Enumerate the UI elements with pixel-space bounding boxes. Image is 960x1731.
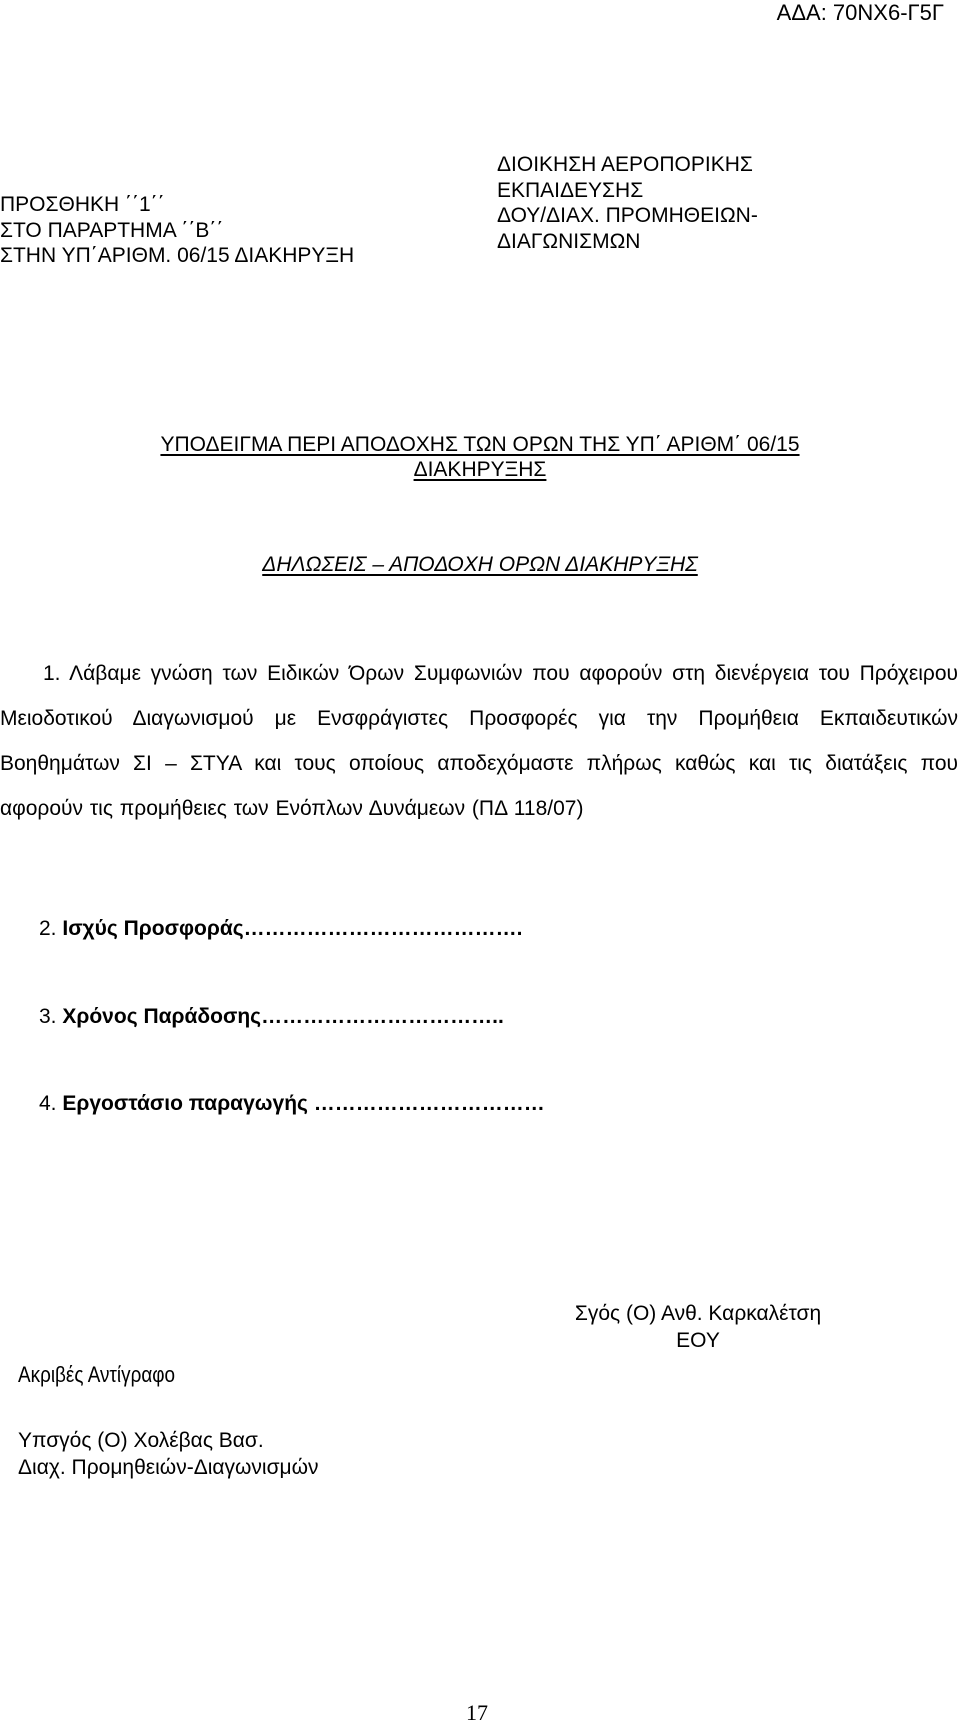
addendum-line-1: ΠΡΟΣΘΗΚΗ ΄΄1΄΄ [0, 193, 165, 216]
authority-line-1: ΔΙΟΙΚΗΣΗ ΑΕΡΟΠΟΡΙΚΗΣ [497, 153, 753, 176]
signatory-right-name: Σγός (Ο) Ανθ. Καρκαλέτση [574, 1302, 822, 1325]
item-number: 3. [39, 1005, 57, 1028]
ada-code: ΑΔΑ: 70ΝΧ6-Γ5Γ [776, 0, 944, 25]
document-title [0, 432, 960, 482]
page-number: 17 [466, 1700, 488, 1725]
factory-field [39, 1091, 545, 1116]
signatory-left [18, 1428, 319, 1482]
delivery-time-label: Χρόνος Παράδοσης [62, 1005, 262, 1028]
signatory-left-role: Διαχ. Προμηθειών-Διαγωνισμών [18, 1455, 319, 1479]
addendum-line-3: ΣΤΗΝ ΥΠ΄ΑΡΙΘΜ. 06/15 ΔΙΑΚΗΡΥΞΗ [0, 244, 355, 268]
issuing-authority [497, 152, 758, 254]
signatory-left-name: Υπσγός (Ο) Χολέβας Βασ. [18, 1429, 264, 1452]
signatory-right-role: ΕΟΥ [676, 1329, 720, 1353]
authority-line-4: ΔΙΑΓΩΝΙΣΜΩΝ [497, 229, 641, 253]
authority-line-3: ΔΟΥ/ΔΙΑΧ. ΠΡΟΜΗΘΕΙΩΝ- [497, 204, 758, 228]
delivery-time-field [39, 1004, 504, 1029]
signatory-right [528, 1300, 868, 1355]
factory-label: Εργοστάσιο παραγωγής [62, 1092, 308, 1115]
delivery-time-dots: …………………………….. [261, 1005, 504, 1028]
acceptance-paragraph: 1. Λάβαμε γνώση των Ειδικών Όρων Συμφωνιών που αφορούν στη διενέργεια του Πρόχειρου Μειοδοτικού Διαγωνισμού με Ενσφράγιστες Προσφορές για την Προμήθεια Εκπαιδευτικών Βοηθημάτων ΣΙ – ΣΤΥΑ και τους οποίους αποδεχόμαστε πλήρως καθώς και τις διατάξεις που αφορούν τις προμήθειες των Ενόπλων Δυνάμεων (ΠΔ 118/07) [0, 662, 958, 820]
offer-validity-field [39, 916, 523, 941]
offer-validity-label: Ισχύς Προσφοράς [62, 917, 244, 940]
addendum-reference [0, 192, 354, 269]
declarations-heading: ΔΗΛΩΣΕΙΣ – ΑΠΟΔΟΧΗ ΟΡΩΝ ΔΙΑΚΗΡΥΞΗΣ [262, 553, 698, 576]
item-number: 4. [39, 1092, 57, 1115]
item-number: 2. [39, 917, 57, 940]
true-copy-label: Ακριβές Αντίγραφο [18, 1362, 176, 1387]
document-title-line-2: ΔΙΑΚΗΡΥΞΗΣ [413, 458, 547, 482]
authority-line-2: ΕΚΠΑΙΔΕΥΣΗΣ [497, 178, 644, 202]
document-title-line-1: ΥΠΟΔΕΙΓΜΑ ΠΕΡΙ ΑΠΟΔΟΧΗΣ ΤΩΝ ΟΡΩΝ ΤΗΣ ΥΠ΄ ΑΡΙΘΜ΄ 06/15 [160, 433, 800, 456]
factory-dots: …………………………… [307, 1092, 545, 1115]
addendum-line-2: ΣΤΟ ΠΑΡΑΡΤΗΜΑ ΄΄Β΄΄ [0, 218, 224, 242]
offer-validity-dots: …………………………………. [243, 917, 523, 940]
